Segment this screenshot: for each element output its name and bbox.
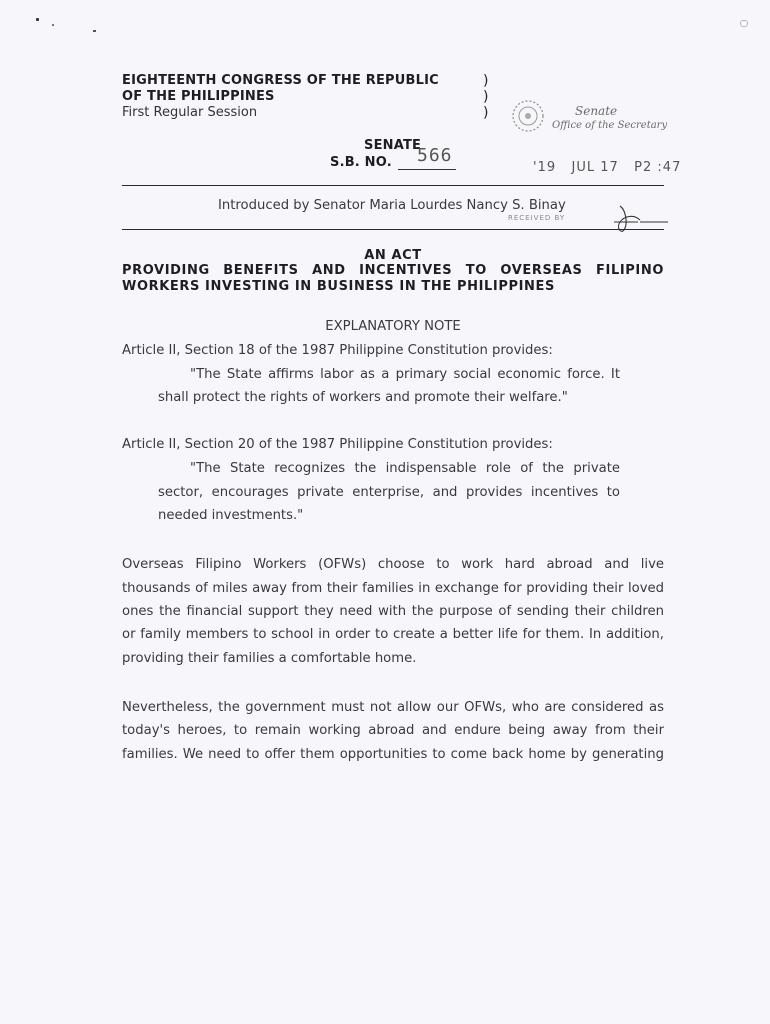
scan-speck [740, 20, 748, 27]
received-timestamp: '19 JUL 17 P2 :47 [533, 160, 682, 175]
session-label: First Regular Session [122, 105, 258, 120]
paragraph-2-line-1: Nevertheless, the government must not allow our OFWs, who are considered as [122, 700, 664, 715]
scan-speck [93, 30, 96, 32]
explanatory-note-heading: EXPLANATORY NOTE [325, 319, 461, 334]
bracket: ) [483, 105, 489, 121]
scan-speck [36, 18, 39, 21]
quote-section-20-line-3: needed investments." [158, 508, 304, 523]
senate-label: SENATE [364, 138, 422, 153]
scan-speck [52, 24, 54, 26]
sb-number-label: S.B. NO. [330, 155, 392, 170]
paragraph-1-line-5: providing their families a comfortable home. [122, 651, 417, 666]
act-title-line-2: WORKERS INVESTING IN BUSINESS IN THE PHILIPPINES [122, 279, 555, 294]
introduced-by: Introduced by Senator Maria Lourdes Nancy S. Binay [218, 198, 566, 213]
divider-bottom [122, 229, 664, 230]
act-heading: AN ACT [364, 248, 422, 263]
bracket: ) [483, 89, 489, 105]
citation-section-18: Article II, Section 18 of the 1987 Philippine Constitution provides: [122, 343, 553, 358]
paragraph-1-line-3: ones the financial support they need with the purpose of sending their children [122, 604, 664, 619]
seal-office-subtitle: Office of the Secretary [552, 120, 668, 131]
quote-section-20-line-2: sector, encourages private enterprise, and provides incentives to [158, 485, 620, 500]
paragraph-2-line-3: families. We need to offer them opportunities to come back home by generating [122, 747, 664, 762]
paragraph-1-line-2: thousands of miles away from their families in exchange for providing their loved [122, 581, 664, 596]
quote-section-18-line-2: shall protect the rights of workers and promote their welfare." [158, 390, 568, 405]
congress-line-2: OF THE PHILIPPINES [122, 89, 275, 104]
citation-section-20: Article II, Section 20 of the 1987 Philippine Constitution provides: [122, 437, 553, 452]
senate-seal-icon [508, 98, 548, 138]
quote-section-18-line-1: "The State affirms labor as a primary social economic force. It [190, 367, 620, 382]
divider-top [122, 185, 664, 186]
bracket: ) [483, 73, 489, 89]
signature-icon [612, 200, 672, 240]
paragraph-1-line-1: Overseas Filipino Workers (OFWs) choose to work hard abroad and live [122, 557, 664, 572]
quote-section-20-line-1: "The State recognizes the indispensable role of the private [190, 461, 620, 476]
paragraph-1-line-4: or family members to school in order to create a better life for them. In addition, [122, 627, 664, 642]
received-label: RECEIVED BY [508, 214, 566, 222]
act-title-line-1: PROVIDING BENEFITS AND INCENTIVES TO OVERSEAS FILIPINO [122, 263, 664, 278]
bill-number: 566 [417, 145, 453, 166]
congress-line-1: EIGHTEENTH CONGRESS OF THE REPUBLIC [122, 73, 439, 88]
seal-office-title: Senate [575, 104, 618, 118]
number-underline [398, 169, 456, 170]
paragraph-2-line-2: today's heroes, to remain working abroad and endure being away from their [122, 723, 664, 738]
